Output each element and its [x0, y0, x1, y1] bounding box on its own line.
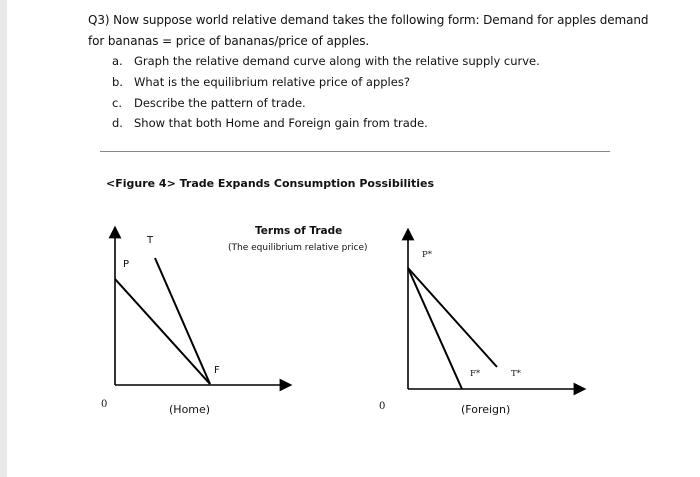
home-origin-label: 0: [101, 399, 108, 410]
item-marker: b.: [112, 75, 123, 89]
item-text: What is the equilibrium relative price of apples?: [134, 75, 410, 89]
question-line-1: Q3) Now suppose world relative demand takes the following form: Demand for apples demand: [88, 13, 649, 27]
question-line-2: for bananas = price of bananas/price of apples.: [88, 34, 370, 48]
home-production-line: [115, 279, 210, 384]
terms-of-trade-subtitle: (The equilibrium relative price): [228, 243, 368, 253]
item-text: Show that both Home and Foreign gain from trade.: [134, 116, 428, 130]
home-caption: (Home): [169, 403, 211, 416]
foreign-label-p: P*: [422, 250, 432, 260]
home-label-t: T: [147, 235, 154, 246]
foreign-trade-line: [408, 268, 497, 367]
foreign-label-f: F*: [470, 369, 481, 379]
figure-title: <Figure 4> Trade Expands Consumption Possibilities: [106, 177, 435, 190]
home-trade-line: [155, 258, 210, 384]
home-label-p: P: [123, 259, 130, 270]
foreign-production-line: [408, 268, 462, 389]
item-marker: d.: [112, 116, 123, 130]
item-text: Describe the pattern of trade.: [134, 96, 306, 110]
foreign-label-t: T*: [511, 369, 521, 379]
foreign-origin-label: 0: [379, 401, 386, 412]
foreign-caption: (Foreign): [461, 403, 511, 416]
item-text: Graph the relative demand curve along with the relative supply curve.: [134, 54, 540, 68]
item-marker: a.: [112, 54, 123, 68]
home-label-f: F: [214, 365, 220, 376]
terms-of-trade-title: Terms of Trade: [255, 225, 343, 237]
item-marker: c.: [112, 96, 122, 110]
